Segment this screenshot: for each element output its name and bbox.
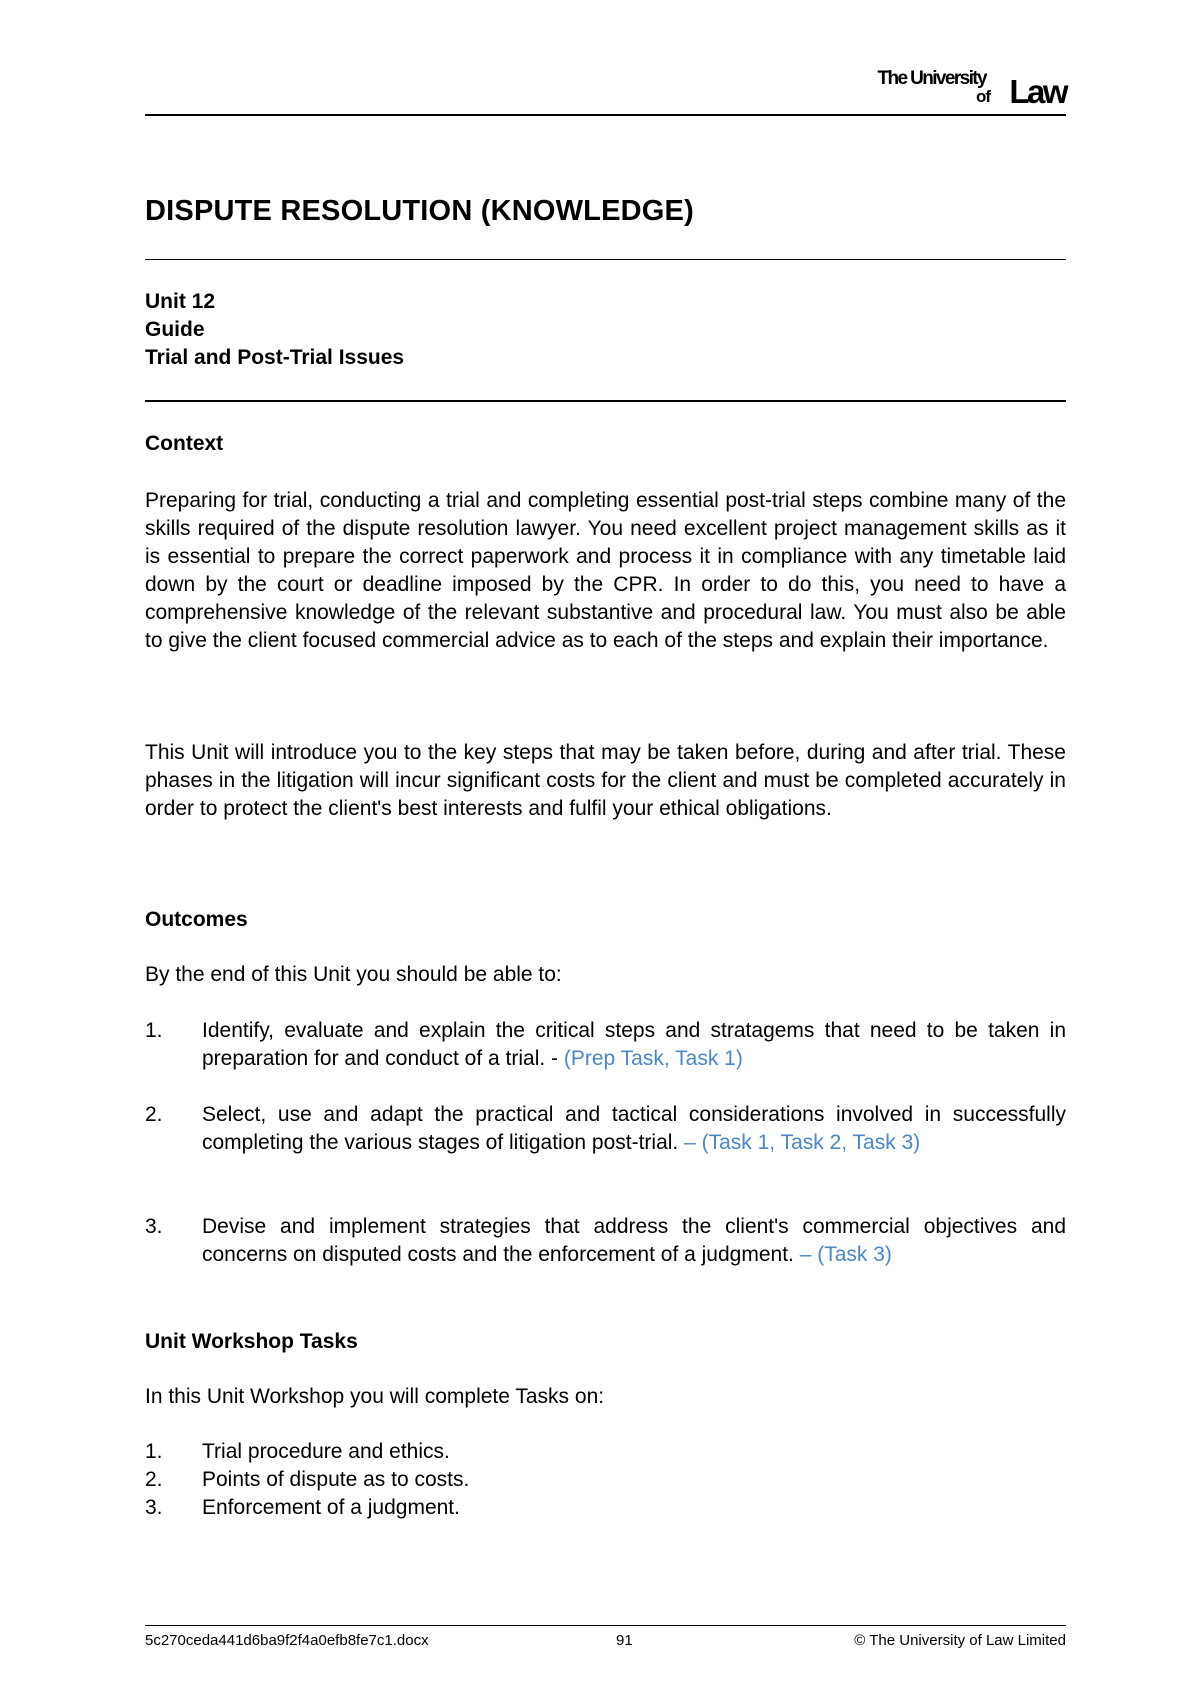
- task-text: Points of dispute as to costs.: [202, 1468, 470, 1491]
- outcome-text: Devise and implement strategies that address the client's commercial objectives and concerns on disputed costs and the enforcement of a judgment.: [202, 1215, 1066, 1266]
- outcome-text: Identify, evaluate and explain the critical steps and stratagems that need to be taken in preparation for and conduct of a trial. -: [202, 1019, 1066, 1070]
- outcome-number: 1.: [145, 1019, 163, 1042]
- outcome-task-reference: (Prep Task, Task 1): [563, 1047, 743, 1070]
- task-number: 2.: [145, 1468, 163, 1491]
- task-number: 1.: [145, 1440, 163, 1463]
- outcome-task-reference: – (Task 3): [799, 1243, 892, 1266]
- header-divider: [145, 114, 1066, 116]
- outcomes-intro: By the end of this Unit you should be able to:: [145, 963, 562, 986]
- unit-info: [145, 288, 404, 372]
- workshop-intro: In this Unit Workshop you will complete Tasks on:: [145, 1385, 605, 1408]
- outcome-text: Select, use and adapt the practical and tactical considerations involved in successfully completing the various stages of litigation post-trial.: [202, 1103, 1066, 1154]
- footer-page-number: 91: [616, 1632, 633, 1649]
- outcome-number: 3.: [145, 1215, 163, 1238]
- university-logo: [860, 68, 1066, 108]
- unit-divider: [145, 400, 1066, 402]
- footer-filename: 5c270ceda441d6ba9f2f4a0efb8fe7c1.docx: [145, 1632, 429, 1649]
- unit-type: Guide: [145, 318, 205, 341]
- logo-text-of: of: [975, 87, 990, 106]
- logo-text-law: Law: [1009, 73, 1066, 110]
- footer-divider: [145, 1625, 1066, 1626]
- document-title: DISPUTE RESOLUTION (KNOWLEDGE): [145, 195, 694, 227]
- outcome-task-reference: – (Task 1, Task 2, Task 3): [684, 1131, 921, 1154]
- unit-number: Unit 12: [145, 290, 216, 313]
- task-text: Trial procedure and ethics.: [202, 1440, 450, 1463]
- unit-topic: Trial and Post-Trial Issues: [145, 346, 405, 369]
- logo-text-the-university: The University: [877, 68, 986, 89]
- task-number: 3.: [145, 1496, 163, 1519]
- outcome-number: 2.: [145, 1103, 163, 1126]
- context-heading: Context: [145, 432, 224, 455]
- task-text: Enforcement of a judgment.: [202, 1496, 460, 1519]
- context-paragraph-1: Preparing for trial, conducting a trial and completing essential post-trial steps combine many of the skills required of the dispute resolution lawyer. You need excellent project management skills as it is essential to prepare the correct paperwork and process it in compliance with any timetable laid down by the court or deadline imposed by the CPR. In order to do this, you need to have a comprehensive knowledge of the relevant substantive and procedural law. You must also be able to give the client focused commercial advice as to each of the steps and explain their importance.: [145, 489, 1066, 652]
- workshop-heading: Unit Workshop Tasks: [145, 1330, 358, 1353]
- context-paragraph-2: This Unit will introduce you to the key steps that may be taken before, during and after trial. These phases in the litigation will incur significant costs for the client and must be completed accurately in order to protect the client's best interests and fulfil your ethical obligations.: [145, 741, 1066, 820]
- footer-copyright: © The University of Law Limited: [854, 1632, 1066, 1649]
- title-divider: [145, 259, 1066, 260]
- outcomes-heading: Outcomes: [145, 908, 248, 931]
